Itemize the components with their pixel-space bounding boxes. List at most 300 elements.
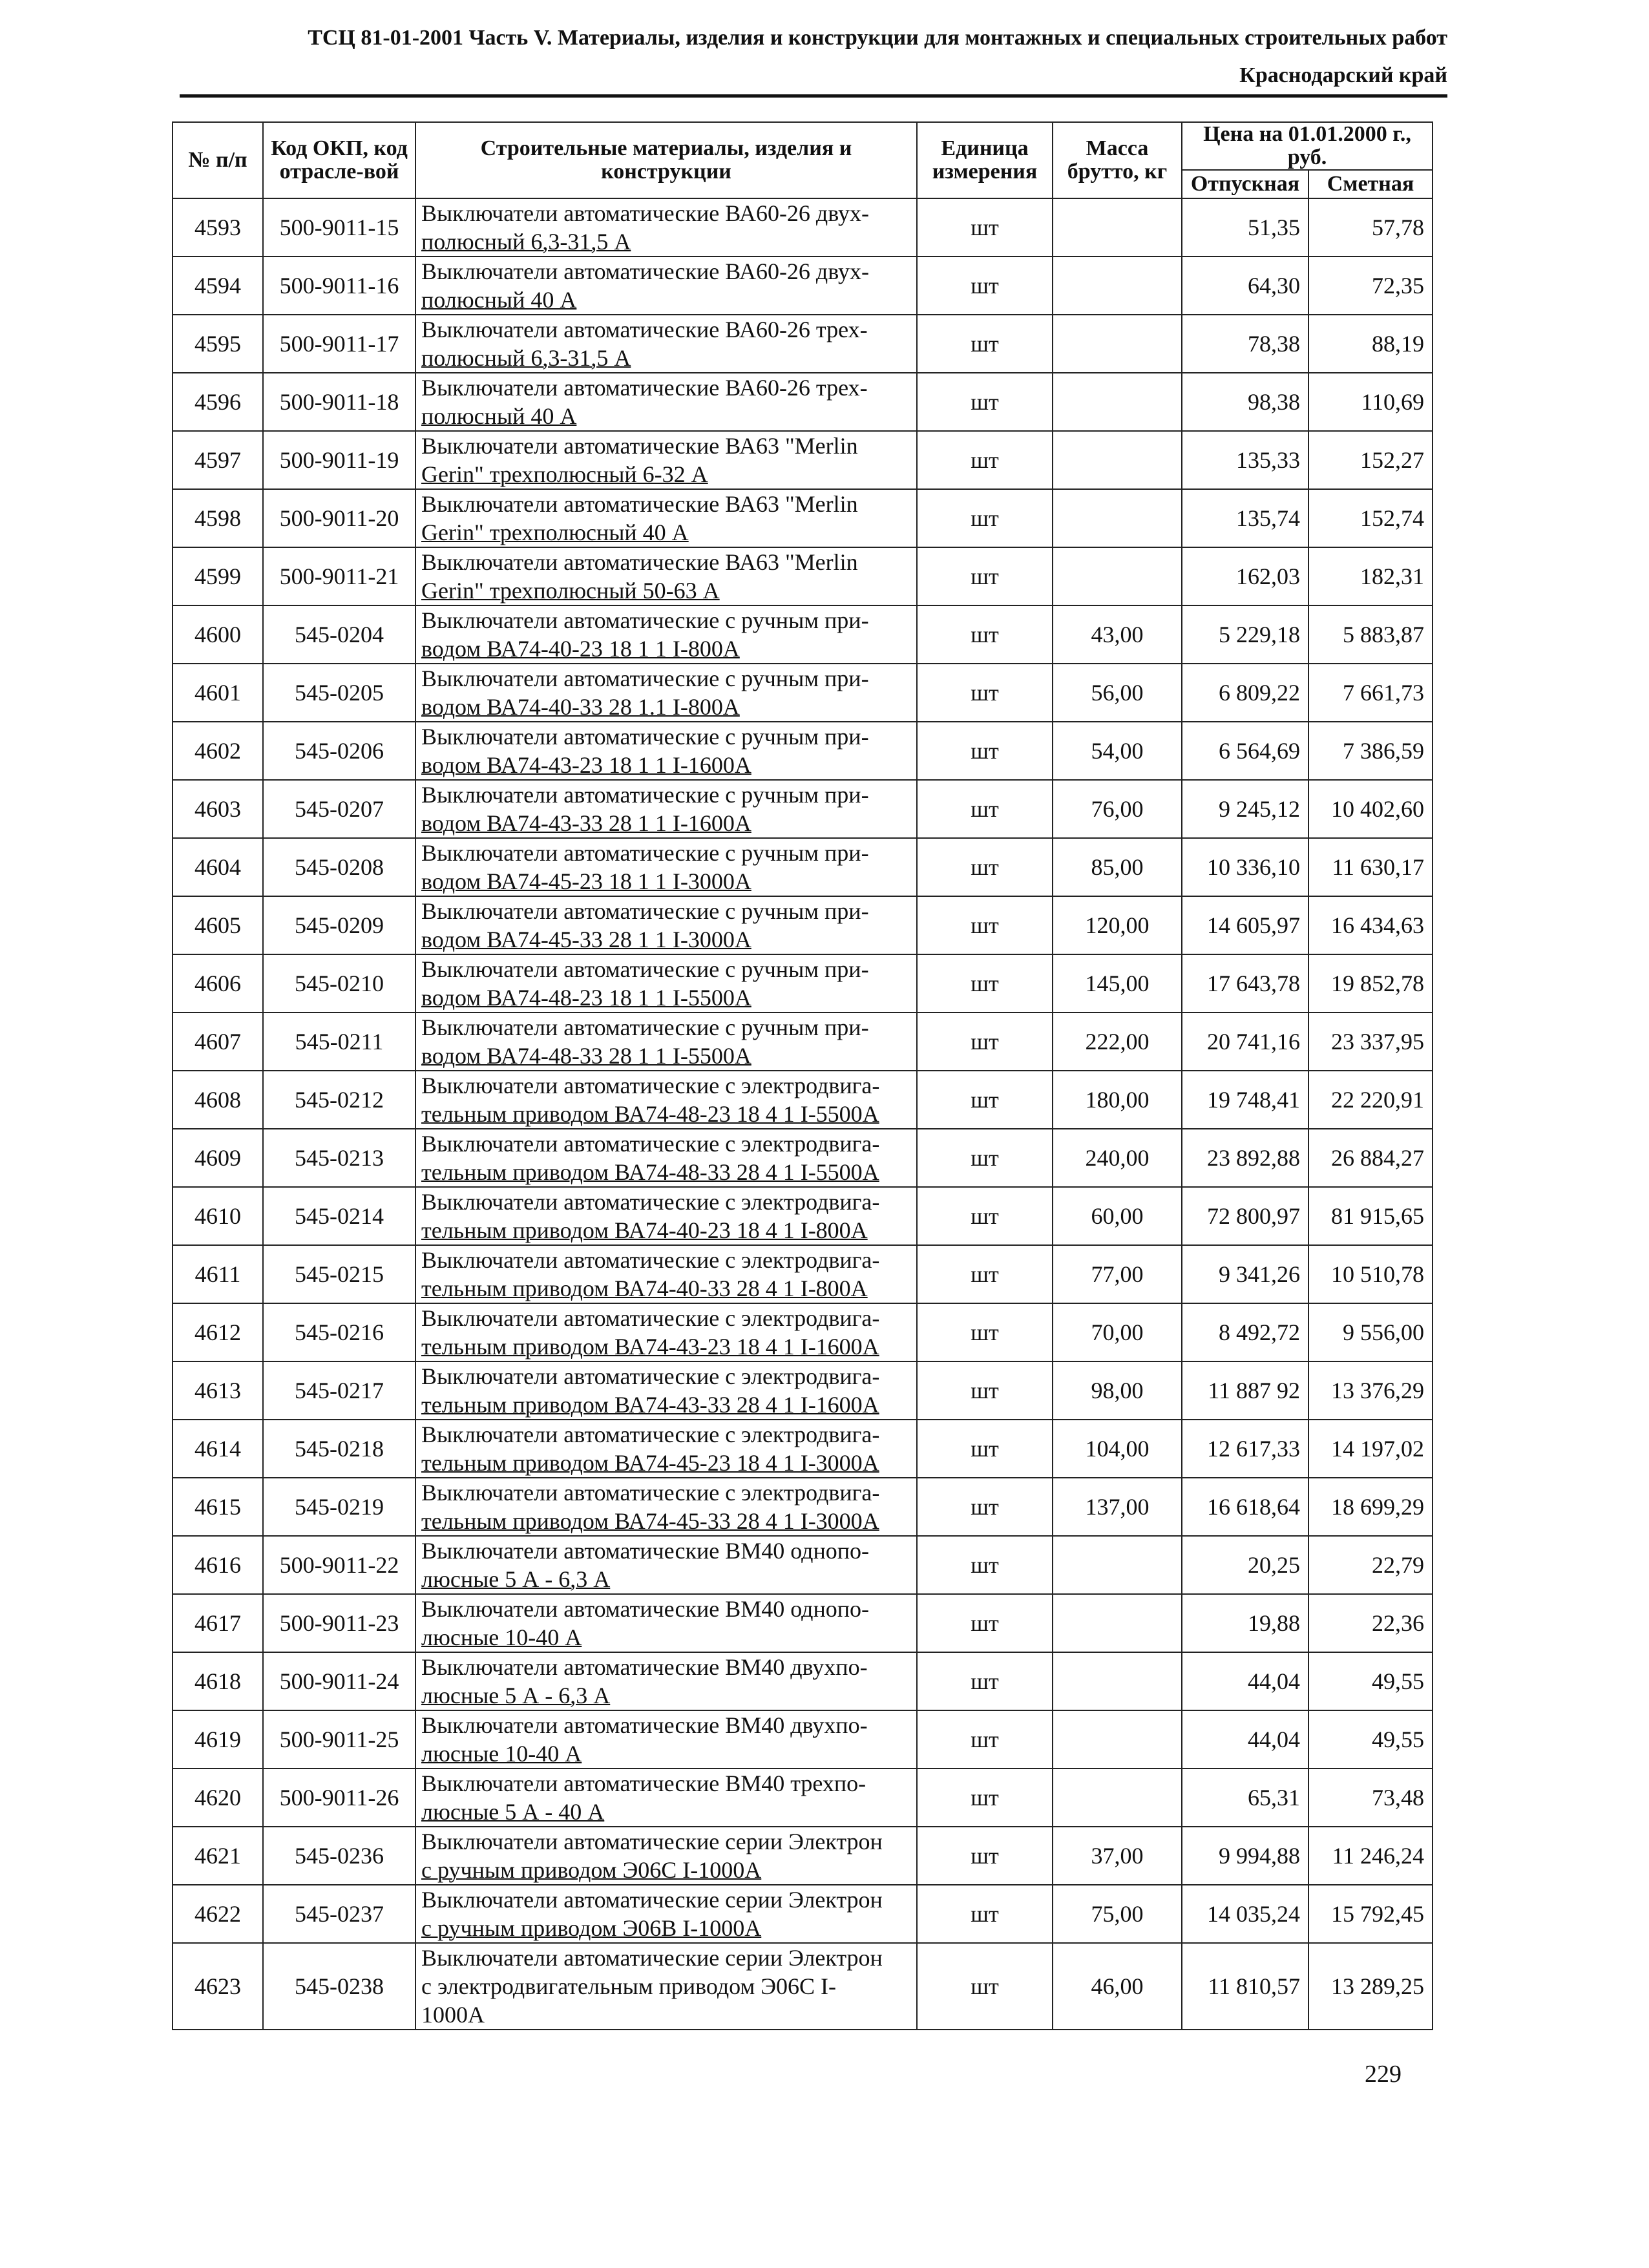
description-line: тельным приводом ВА74-40-33 28 4 1 I-800А: [421, 1276, 868, 1301]
table-row: [173, 1769, 1433, 1827]
row-number-cell: 4610: [173, 1187, 263, 1245]
row-code-cell: 545-0236: [263, 1827, 415, 1885]
row-mass-cell: 77,00: [1053, 1245, 1182, 1303]
row-number-cell: 4600: [173, 605, 263, 664]
row-number-cell: 4619: [173, 1710, 263, 1769]
page-number: 229: [1365, 2061, 1402, 2088]
column-header-release-price: Отпускная: [1182, 170, 1308, 198]
row-number-cell: 4615: [173, 1478, 263, 1536]
row-code-cell: 545-0214: [263, 1187, 415, 1245]
row-unit-cell: шт: [917, 1769, 1053, 1827]
row-release-price-cell: 162,03: [1182, 547, 1308, 605]
table-row: [173, 896, 1433, 954]
row-unit-cell: шт: [917, 1594, 1053, 1652]
table-row: [173, 1710, 1433, 1769]
row-description-cell: [415, 1885, 917, 1943]
row-code-cell: 545-0217: [263, 1361, 415, 1420]
column-header-unit: Единица измерения: [917, 122, 1053, 198]
description-line: Выключатели автоматические ВМ40 двухпо-: [421, 1654, 868, 1680]
row-code-cell: 500-9011-16: [263, 257, 415, 315]
row-description-cell: [415, 1071, 917, 1129]
row-number-cell: 4621: [173, 1827, 263, 1885]
row-estimate-price-cell: 10 402,60: [1308, 780, 1433, 838]
row-code-cell: 545-0210: [263, 954, 415, 1013]
description-line: Выключатели автоматические с ручным при-: [421, 782, 869, 808]
description-line: люсные 5 А - 6,3 А: [421, 1566, 611, 1592]
row-number-cell: 4618: [173, 1652, 263, 1710]
row-unit-cell: шт: [917, 1129, 1053, 1187]
row-unit-cell: шт: [917, 198, 1053, 257]
table-row: [173, 1129, 1433, 1187]
row-estimate-price-cell: 13 376,29: [1308, 1361, 1433, 1420]
row-description-cell: [415, 954, 917, 1013]
row-description-cell: [415, 1245, 917, 1303]
row-estimate-price-cell: 10 510,78: [1308, 1245, 1433, 1303]
row-estimate-price-cell: 18 699,29: [1308, 1478, 1433, 1536]
row-release-price-cell: 8 492,72: [1182, 1303, 1308, 1361]
row-mass-cell: 56,00: [1053, 664, 1182, 722]
row-estimate-price-cell: 9 556,00: [1308, 1303, 1433, 1361]
row-code-cell: 500-9011-26: [263, 1769, 415, 1827]
row-description-cell: [415, 1478, 917, 1536]
row-code-cell: 500-9011-19: [263, 431, 415, 489]
row-code-cell: 500-9011-23: [263, 1594, 415, 1652]
row-release-price-cell: 5 229,18: [1182, 605, 1308, 664]
row-release-price-cell: 12 617,33: [1182, 1420, 1308, 1478]
table-row: [173, 1478, 1433, 1536]
row-description-cell: [415, 780, 917, 838]
table-row: [173, 547, 1433, 605]
row-code-cell: 500-9011-22: [263, 1536, 415, 1594]
description-line: с ручным приводом Э06В I-1000А: [421, 1915, 762, 1941]
row-code-cell: 545-0219: [263, 1478, 415, 1536]
header-divider: [180, 94, 1447, 98]
row-estimate-price-cell: 110,69: [1308, 373, 1433, 431]
row-estimate-price-cell: 7 661,73: [1308, 664, 1433, 722]
row-number-cell: 4604: [173, 838, 263, 896]
row-number-cell: 4598: [173, 489, 263, 547]
table-row: [173, 1303, 1433, 1361]
row-description-cell: [415, 1594, 917, 1652]
row-release-price-cell: 11 887 92: [1182, 1361, 1308, 1420]
row-unit-cell: шт: [917, 722, 1053, 780]
row-description-cell: [415, 431, 917, 489]
row-description-cell: [415, 838, 917, 896]
description-line: Выключатели автоматические с электродвига-: [421, 1363, 880, 1389]
row-description-cell: [415, 1710, 917, 1769]
row-mass-cell: [1053, 315, 1182, 373]
row-estimate-price-cell: 22,36: [1308, 1594, 1433, 1652]
description-line: Выключатели автоматические серии Электрон: [421, 1887, 883, 1913]
description-line: водом ВА74-45-23 18 1 1 I-3000А: [421, 868, 751, 894]
row-number-cell: 4609: [173, 1129, 263, 1187]
description-line: Выключатели автоматические с электродвига-: [421, 1073, 880, 1098]
row-mass-cell: [1053, 1652, 1182, 1710]
row-release-price-cell: 19,88: [1182, 1594, 1308, 1652]
row-unit-cell: шт: [917, 1885, 1053, 1943]
description-line: полюсный 40 А: [421, 287, 577, 313]
row-release-price-cell: 65,31: [1182, 1769, 1308, 1827]
row-number-cell: 4614: [173, 1420, 263, 1478]
description-line: тельным приводом ВА74-43-33 28 4 1 I-1600А: [421, 1392, 879, 1418]
table-row: [173, 722, 1433, 780]
row-number-cell: 4597: [173, 431, 263, 489]
row-estimate-price-cell: 13 289,25: [1308, 1943, 1433, 2030]
row-number-cell: 4606: [173, 954, 263, 1013]
description-line: люсные 5 А - 6,3 А: [421, 1683, 611, 1708]
row-mass-cell: [1053, 1769, 1182, 1827]
row-description-cell: [415, 1420, 917, 1478]
row-mass-cell: 98,00: [1053, 1361, 1182, 1420]
row-mass-cell: 85,00: [1053, 838, 1182, 896]
row-release-price-cell: 135,74: [1182, 489, 1308, 547]
description-line: Выключатели автоматические с ручным при-: [421, 956, 869, 982]
row-unit-cell: шт: [917, 1245, 1053, 1303]
materials-table-container: [172, 121, 1433, 2030]
row-release-price-cell: 72 800,97: [1182, 1187, 1308, 1245]
row-description-cell: [415, 1652, 917, 1710]
row-description-cell: [415, 315, 917, 373]
row-mass-cell: 60,00: [1053, 1187, 1182, 1245]
description-line: полюсный 40 А: [421, 403, 577, 429]
table-row: [173, 1420, 1433, 1478]
column-header-number: № п/п: [173, 122, 263, 198]
description-line: Выключатели автоматические ВА60-26 трех-: [421, 375, 868, 401]
table-row: [173, 1071, 1433, 1129]
row-unit-cell: шт: [917, 489, 1053, 547]
description-line: Выключатели автоматические с электродвига-: [421, 1422, 880, 1447]
row-unit-cell: шт: [917, 1710, 1053, 1769]
row-code-cell: 500-9011-20: [263, 489, 415, 547]
row-code-cell: 500-9011-18: [263, 373, 415, 431]
description-line: полюсный 6,3-31,5 А: [421, 229, 631, 255]
description-line: водом ВА74-43-23 18 1 1 I-1600А: [421, 752, 751, 778]
row-release-price-cell: 19 748,41: [1182, 1071, 1308, 1129]
row-code-cell: 500-9011-21: [263, 547, 415, 605]
row-code-cell: 545-0207: [263, 780, 415, 838]
row-release-price-cell: 64,30: [1182, 257, 1308, 315]
table-row: [173, 954, 1433, 1013]
row-number-cell: 4616: [173, 1536, 263, 1594]
row-release-price-cell: 135,33: [1182, 431, 1308, 489]
row-number-cell: 4623: [173, 1943, 263, 2030]
row-mass-cell: [1053, 373, 1182, 431]
description-line: водом ВА74-48-33 28 1 1 I-5500А: [421, 1043, 751, 1069]
row-unit-cell: шт: [917, 605, 1053, 664]
row-estimate-price-cell: 49,55: [1308, 1710, 1433, 1769]
row-number-cell: 4605: [173, 896, 263, 954]
row-release-price-cell: 23 892,88: [1182, 1129, 1308, 1187]
row-estimate-price-cell: 152,27: [1308, 431, 1433, 489]
row-unit-cell: шт: [917, 1361, 1053, 1420]
row-estimate-price-cell: 73,48: [1308, 1769, 1433, 1827]
row-mass-cell: 145,00: [1053, 954, 1182, 1013]
table-row: [173, 1885, 1433, 1943]
row-mass-cell: 76,00: [1053, 780, 1182, 838]
description-line: Выключатели автоматические ВА60-26 двух-: [421, 200, 869, 226]
row-release-price-cell: 6 809,22: [1182, 664, 1308, 722]
row-mass-cell: 104,00: [1053, 1420, 1182, 1478]
row-unit-cell: шт: [917, 838, 1053, 896]
row-description-cell: [415, 373, 917, 431]
description-line: люсные 10-40 А: [421, 1624, 582, 1650]
row-unit-cell: шт: [917, 1943, 1053, 2030]
table-row: [173, 257, 1433, 315]
row-description-cell: [415, 1769, 917, 1827]
description-line: Выключатели автоматические с электродвига-: [421, 1131, 880, 1157]
row-unit-cell: шт: [917, 1827, 1053, 1885]
row-mass-cell: 137,00: [1053, 1478, 1182, 1536]
row-release-price-cell: 9 245,12: [1182, 780, 1308, 838]
row-code-cell: 545-0216: [263, 1303, 415, 1361]
row-release-price-cell: 11 810,57: [1182, 1943, 1308, 2030]
row-number-cell: 4612: [173, 1303, 263, 1361]
description-line: Выключатели автоматические ВМ40 трехпо-: [421, 1770, 867, 1796]
row-code-cell: 545-0208: [263, 838, 415, 896]
table-row: [173, 1013, 1433, 1071]
column-header-code: Код ОКП, код отрасле-вой: [263, 122, 415, 198]
description-line: Выключатели автоматические с электродвига-: [421, 1480, 880, 1506]
row-description-cell: [415, 1536, 917, 1594]
description-line: Выключатели автоматические серии Электрон: [421, 1945, 883, 1971]
row-number-cell: 4603: [173, 780, 263, 838]
document-title: ТСЦ 81-01-2001 Часть V. Материалы, изделия и конструкции для монтажных и специальных строительных работ: [308, 26, 1447, 50]
column-header-estimate-price: Сметная: [1308, 170, 1433, 198]
row-estimate-price-cell: 57,78: [1308, 198, 1433, 257]
description-line: тельным приводом ВА74-45-33 28 4 1 I-3000А: [421, 1508, 879, 1534]
row-release-price-cell: 17 643,78: [1182, 954, 1308, 1013]
column-header-name: Строительные материалы, изделия и конструкции: [415, 122, 917, 198]
table-row: [173, 838, 1433, 896]
description-line: Выключатели автоматические с ручным при-: [421, 840, 869, 866]
description-line: тельным приводом ВА74-45-23 18 4 1 I-3000А: [421, 1450, 879, 1476]
description-line: Выключатели автоматические ВМ40 однопо-: [421, 1538, 870, 1564]
description-line: водом ВА74-40-33 28 1.1 I-800А: [421, 694, 740, 720]
row-mass-cell: [1053, 1536, 1182, 1594]
row-code-cell: 545-0205: [263, 664, 415, 722]
row-mass-cell: 70,00: [1053, 1303, 1182, 1361]
row-estimate-price-cell: 81 915,65: [1308, 1187, 1433, 1245]
description-line: водом ВА74-43-33 28 1 1 I-1600А: [421, 810, 751, 836]
row-description-cell: [415, 198, 917, 257]
row-unit-cell: шт: [917, 664, 1053, 722]
row-unit-cell: шт: [917, 1013, 1053, 1071]
row-estimate-price-cell: 19 852,78: [1308, 954, 1433, 1013]
table-row: [173, 1594, 1433, 1652]
row-mass-cell: 37,00: [1053, 1827, 1182, 1885]
row-unit-cell: шт: [917, 547, 1053, 605]
description-line: Выключатели автоматические с электродвига-: [421, 1189, 880, 1215]
row-description-cell: [415, 547, 917, 605]
row-code-cell: 500-9011-17: [263, 315, 415, 373]
row-release-price-cell: 9 994,88: [1182, 1827, 1308, 1885]
row-code-cell: 500-9011-24: [263, 1652, 415, 1710]
description-line: с ручным приводом Э06С I-1000А: [421, 1857, 762, 1883]
description-line: тельным приводом ВА74-40-23 18 4 1 I-800А: [421, 1217, 868, 1243]
row-mass-cell: 54,00: [1053, 722, 1182, 780]
description-line: 1000А: [421, 2002, 485, 2028]
row-estimate-price-cell: 49,55: [1308, 1652, 1433, 1710]
description-line: Выключатели автоматические ВА60-26 трех-: [421, 317, 868, 342]
row-mass-cell: 46,00: [1053, 1943, 1182, 2030]
row-code-cell: 545-0209: [263, 896, 415, 954]
row-mass-cell: 75,00: [1053, 1885, 1182, 1943]
row-number-cell: 4622: [173, 1885, 263, 1943]
row-code-cell: 500-9011-25: [263, 1710, 415, 1769]
table-row: [173, 664, 1433, 722]
description-line: люсные 5 А - 40 А: [421, 1799, 605, 1825]
description-line: полюсный 6,3-31,5 А: [421, 345, 631, 371]
row-release-price-cell: 51,35: [1182, 198, 1308, 257]
row-estimate-price-cell: 22 220,91: [1308, 1071, 1433, 1129]
description-line: Выключатели автоматические с электродвига-: [421, 1247, 880, 1273]
row-unit-cell: шт: [917, 1303, 1053, 1361]
row-mass-cell: 222,00: [1053, 1013, 1182, 1071]
row-estimate-price-cell: 182,31: [1308, 547, 1433, 605]
description-line: люсные 10-40 А: [421, 1741, 582, 1767]
row-code-cell: 545-0215: [263, 1245, 415, 1303]
description-line: тельным приводом ВА74-48-33 28 4 1 I-5500А: [421, 1159, 879, 1185]
row-description-cell: [415, 1303, 917, 1361]
row-mass-cell: 180,00: [1053, 1071, 1182, 1129]
region-label: Краснодарский край: [1239, 63, 1447, 87]
row-description-cell: [415, 664, 917, 722]
description-line: Выключатели автоматические ВМ40 однопо-: [421, 1596, 870, 1622]
row-number-cell: 4617: [173, 1594, 263, 1652]
row-estimate-price-cell: 88,19: [1308, 315, 1433, 373]
row-code-cell: 545-0206: [263, 722, 415, 780]
row-mass-cell: [1053, 431, 1182, 489]
row-unit-cell: шт: [917, 1478, 1053, 1536]
row-description-cell: [415, 605, 917, 664]
description-line: Выключатели автоматические с ручным при-: [421, 1014, 869, 1040]
row-estimate-price-cell: 7 386,59: [1308, 722, 1433, 780]
row-unit-cell: шт: [917, 896, 1053, 954]
row-estimate-price-cell: 72,35: [1308, 257, 1433, 315]
row-mass-cell: [1053, 1594, 1182, 1652]
description-line: Выключатели автоматические ВА63 "Merlin: [421, 433, 858, 459]
row-estimate-price-cell: 14 197,02: [1308, 1420, 1433, 1478]
row-code-cell: 545-0204: [263, 605, 415, 664]
row-unit-cell: шт: [917, 1420, 1053, 1478]
row-unit-cell: шт: [917, 1536, 1053, 1594]
row-estimate-price-cell: 22,79: [1308, 1536, 1433, 1594]
row-description-cell: [415, 1187, 917, 1245]
row-description-cell: [415, 1361, 917, 1420]
row-mass-cell: 43,00: [1053, 605, 1182, 664]
row-code-cell: 500-9011-15: [263, 198, 415, 257]
table-row: [173, 1652, 1433, 1710]
description-line: Gerin" трехполюсный 50-63 А: [421, 578, 720, 604]
row-number-cell: 4620: [173, 1769, 263, 1827]
row-release-price-cell: 44,04: [1182, 1710, 1308, 1769]
table-row: [173, 1827, 1433, 1885]
row-number-cell: 4594: [173, 257, 263, 315]
table-row: [173, 198, 1433, 257]
description-line: Gerin" трехполюсный 6-32 А: [421, 461, 708, 487]
table-body: [173, 198, 1433, 2030]
row-mass-cell: 120,00: [1053, 896, 1182, 954]
row-number-cell: 4601: [173, 664, 263, 722]
description-line: Gerin" трехполюсный 40 А: [421, 520, 689, 545]
description-line: Выключатели автоматические с ручным при-: [421, 607, 869, 633]
row-estimate-price-cell: 11 630,17: [1308, 838, 1433, 896]
row-description-cell: [415, 1129, 917, 1187]
row-description-cell: [415, 1827, 917, 1885]
description-line: Выключатели автоматические ВА63 "Merlin: [421, 549, 858, 575]
materials-price-table: [172, 121, 1433, 2030]
row-release-price-cell: 44,04: [1182, 1652, 1308, 1710]
row-estimate-price-cell: 23 337,95: [1308, 1013, 1433, 1071]
description-line: Выключатели автоматические ВА60-26 двух-: [421, 258, 869, 284]
row-number-cell: 4602: [173, 722, 263, 780]
row-number-cell: 4613: [173, 1361, 263, 1420]
row-description-cell: [415, 1943, 917, 2030]
row-release-price-cell: 20 741,16: [1182, 1013, 1308, 1071]
row-release-price-cell: 9 341,26: [1182, 1245, 1308, 1303]
table-row: [173, 1187, 1433, 1245]
row-unit-cell: шт: [917, 257, 1053, 315]
row-release-price-cell: 16 618,64: [1182, 1478, 1308, 1536]
row-mass-cell: [1053, 257, 1182, 315]
row-unit-cell: шт: [917, 1652, 1053, 1710]
row-number-cell: 4607: [173, 1013, 263, 1071]
table-row: [173, 605, 1433, 664]
row-release-price-cell: 98,38: [1182, 373, 1308, 431]
row-description-cell: [415, 896, 917, 954]
table-row: [173, 1361, 1433, 1420]
row-release-price-cell: 14 605,97: [1182, 896, 1308, 954]
table-row: [173, 373, 1433, 431]
table-row: [173, 431, 1433, 489]
row-mass-cell: [1053, 547, 1182, 605]
row-estimate-price-cell: 15 792,45: [1308, 1885, 1433, 1943]
row-mass-cell: [1053, 489, 1182, 547]
row-release-price-cell: 6 564,69: [1182, 722, 1308, 780]
row-number-cell: 4611: [173, 1245, 263, 1303]
description-line: водом ВА74-45-33 28 1 1 I-3000А: [421, 927, 751, 952]
row-code-cell: 545-0218: [263, 1420, 415, 1478]
row-number-cell: 4593: [173, 198, 263, 257]
row-code-cell: 545-0237: [263, 1885, 415, 1943]
row-description-cell: [415, 722, 917, 780]
row-description-cell: [415, 1013, 917, 1071]
description-line: Выключатели автоматические с ручным при-: [421, 666, 869, 691]
row-release-price-cell: 14 035,24: [1182, 1885, 1308, 1943]
table-row: [173, 489, 1433, 547]
row-number-cell: 4596: [173, 373, 263, 431]
row-unit-cell: шт: [917, 315, 1053, 373]
description-line: Выключатели автоматические с электродвига-: [421, 1305, 880, 1331]
table-row: [173, 315, 1433, 373]
row-unit-cell: шт: [917, 373, 1053, 431]
row-description-cell: [415, 257, 917, 315]
description-line: Выключатели автоматические серии Электрон: [421, 1829, 883, 1854]
row-estimate-price-cell: 5 883,87: [1308, 605, 1433, 664]
row-release-price-cell: 10 336,10: [1182, 838, 1308, 896]
table-row: [173, 1943, 1433, 2030]
description-line: Выключатели автоматические ВА63 "Merlin: [421, 491, 858, 517]
row-mass-cell: 240,00: [1053, 1129, 1182, 1187]
row-code-cell: 545-0211: [263, 1013, 415, 1071]
row-estimate-price-cell: 11 246,24: [1308, 1827, 1433, 1885]
row-code-cell: 545-0213: [263, 1129, 415, 1187]
row-unit-cell: шт: [917, 954, 1053, 1013]
row-number-cell: 4608: [173, 1071, 263, 1129]
row-estimate-price-cell: 26 884,27: [1308, 1129, 1433, 1187]
description-line: тельным приводом ВА74-48-23 18 4 1 I-5500А: [421, 1101, 879, 1127]
table-row: [173, 780, 1433, 838]
